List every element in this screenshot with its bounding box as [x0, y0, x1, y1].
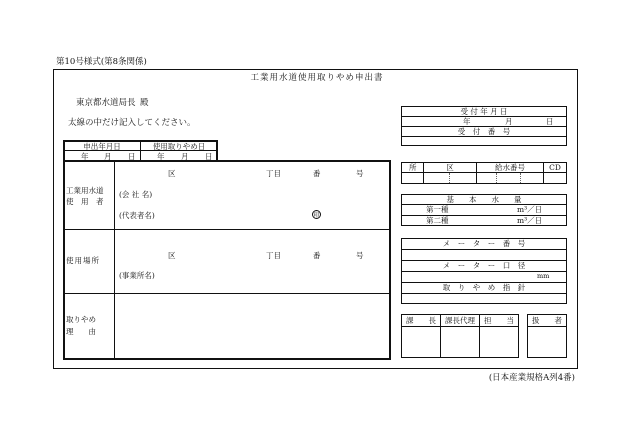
location-chome-unit: 丁目 [266, 251, 281, 260]
filing-date-header: 申出年月日 [83, 142, 121, 151]
addressee-name: 東京都水道局長 [76, 98, 136, 108]
meter-col-ku: 区 [446, 163, 454, 172]
company-name-label: (会 社 名) [119, 190, 153, 199]
stop-day-unit: 日 [205, 152, 213, 161]
meter-col-sho: 所 [409, 163, 417, 172]
form-number: 第10号様式(第8条関係) [56, 57, 147, 67]
filing-day-unit: 日 [128, 152, 136, 161]
meter-diameter-label: メ ー タ ー 口 径 [442, 261, 526, 270]
supply-dotted-dividers [449, 173, 451, 183]
form-title: 工業用水道使用取りやめ申出書 [250, 73, 384, 83]
basic-water-header: 基 本 水 量 [446, 195, 522, 204]
receipt-date-label: 受 付 年 月 日 [460, 107, 508, 116]
user-ward-unit: 区 [168, 169, 176, 178]
instruction-text: 太線の中だけ記入してください。 [68, 118, 196, 128]
location-ward-unit: 区 [168, 251, 176, 260]
meter-col-cd: CD [549, 163, 561, 172]
location-label: 使用場所 [66, 256, 100, 265]
meter-number-label: メ ー タ ー 番 号 [442, 239, 526, 248]
body-top-border [63, 160, 391, 162]
meter-reading-label: 取 り や め 指 針 [442, 283, 526, 292]
receipt-number-label: 受 付 番 号 [457, 127, 511, 136]
location-ban-unit: 番 [313, 251, 321, 260]
receipt-year-unit: 年 [463, 117, 471, 126]
representative-label: (代表者名) [119, 211, 155, 220]
user-chome-unit: 丁目 [266, 169, 281, 178]
location-address-field[interactable] [116, 244, 388, 264]
basic-water-row2-label: 第二種 [426, 216, 449, 225]
row-divider-2 [64, 293, 389, 294]
stop-year-unit: 年 [157, 152, 165, 161]
receipt-day-unit: 日 [546, 117, 554, 126]
meter-col-supply: 給水番号 [495, 163, 525, 172]
office-name-field[interactable] [160, 268, 388, 286]
body-left-border [63, 140, 65, 360]
company-name-field[interactable] [160, 186, 388, 204]
user-label-line1: 工業用水道 [66, 186, 104, 195]
approval-col-handler: 扱 者 [532, 316, 562, 325]
representative-field[interactable] [160, 206, 308, 224]
supply-dotted-divider-2 [496, 173, 498, 183]
filing-year-unit: 年 [81, 152, 89, 161]
approval-col-staff: 担 当 [484, 316, 514, 325]
filing-month-unit: 月 [104, 152, 112, 161]
user-go-unit: 号 [356, 169, 364, 178]
user-ban-unit: 番 [313, 169, 321, 178]
reason-label-line2: 理 由 [66, 327, 96, 336]
reason-label-line1: 取りやめ [66, 315, 96, 324]
addressee-honorific: 殿 [140, 98, 149, 108]
stop-date-header: 使用取りやめ日 [152, 142, 206, 151]
row-divider-1 [64, 229, 389, 230]
stop-month-unit: 月 [181, 152, 189, 161]
basic-water-row1-label: 第一種 [426, 205, 449, 214]
basic-water-row2-unit: m³／日 [517, 216, 543, 225]
receipt-month-unit: 月 [505, 117, 513, 126]
body-label-divider [114, 161, 115, 358]
location-go-unit: 号 [356, 251, 364, 260]
body-right-border [389, 160, 391, 360]
seal-mark: 印 [313, 212, 320, 219]
user-label-line2: 使 用 者 [66, 197, 104, 206]
body-bottom-border [63, 358, 391, 360]
approval-col-deputy: 課長代理 [445, 316, 475, 325]
user-address-field[interactable] [116, 163, 388, 183]
footer-standard: (日本産業規格A列4番) [488, 373, 575, 383]
basic-water-row1-unit: m³／日 [517, 205, 543, 214]
office-name-label: (事業所名) [119, 271, 155, 280]
meter-diameter-unit: mm [537, 272, 550, 280]
supply-dotted-divider-3 [520, 173, 522, 183]
approval-col-section-chief: 課 長 [406, 316, 436, 325]
reason-field[interactable] [116, 295, 388, 357]
